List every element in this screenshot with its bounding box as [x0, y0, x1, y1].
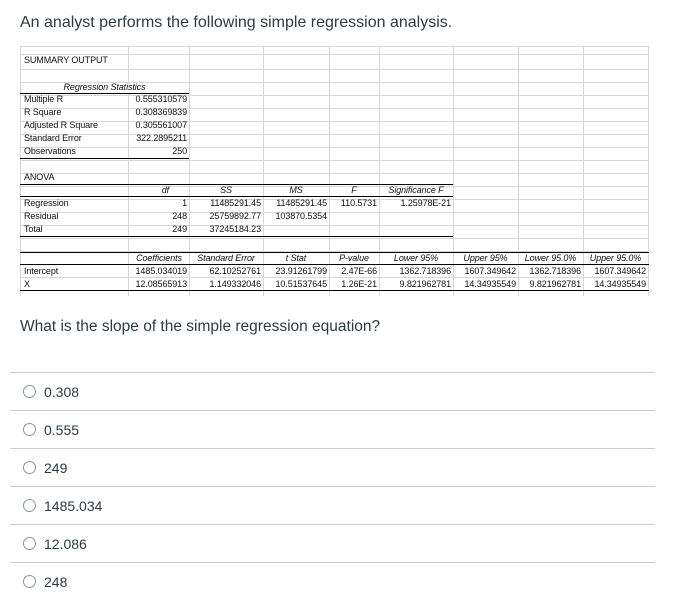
coef-cell: 1362.718396 [399, 266, 451, 276]
stat-label: R Square [24, 107, 62, 117]
coef-cell: 1485.034019 [135, 266, 187, 276]
anova-cell: 110.5731 [340, 198, 377, 208]
anova-row-label: Regression [24, 198, 69, 208]
coef-row-label: Intercept [24, 266, 59, 276]
coef-cell: 1.149332046 [209, 279, 261, 289]
anova-cell: 11485291.45 [276, 198, 327, 208]
answer-label: 1485.034 [44, 497, 103, 514]
stat-label: Observations [24, 146, 76, 156]
anova-row-label: Residual [24, 211, 59, 221]
answer-option[interactable] [10, 486, 655, 524]
answer-option[interactable] [10, 372, 655, 410]
coef-header: Coefficients [136, 253, 182, 263]
answer-label: 248 [44, 573, 68, 590]
stat-label: Adjusted R Square [24, 120, 98, 130]
anova-cell: 248 [172, 211, 187, 221]
answer-label: 249 [44, 459, 68, 476]
stat-value: 322.2895211 [136, 133, 187, 143]
radio-button[interactable] [23, 499, 36, 512]
coef-cell: 1607.349642 [464, 266, 516, 276]
answer-option[interactable] [10, 410, 655, 448]
anova-cell: 37245184.23 [209, 224, 261, 234]
coef-cell: 14.34935549 [594, 279, 646, 289]
question-prompt: What is the slope of the simple regression equation? [20, 318, 381, 335]
coef-header: Lower 95% [393, 253, 439, 263]
stat-value: 250 [172, 146, 187, 156]
coef-header: t Stat [285, 253, 307, 263]
radio-button[interactable] [23, 461, 36, 474]
anova-cell: 11485291.45 [210, 198, 261, 208]
coef-cell: 62.10252761 [209, 266, 261, 276]
summary-output-label: SUMMARY OUTPUT [24, 55, 108, 65]
answer-label: 0.555 [44, 421, 80, 438]
anova-cell: 1.25978E-21 [400, 198, 451, 208]
answer-label: 0.308 [44, 383, 80, 400]
coef-cell: 1607.349642 [594, 266, 646, 276]
anova-header: F [351, 185, 357, 195]
regression-output-image [20, 46, 649, 296]
anova-title: ANOVA [24, 172, 55, 182]
anova-header: df [161, 185, 169, 195]
answer-option[interactable] [10, 448, 655, 486]
anova-cell: 249 [172, 224, 187, 234]
coef-header: Upper 95.0% [589, 253, 642, 263]
answer-label: 12.086 [44, 535, 87, 552]
anova-header: Significance F [388, 185, 444, 195]
coef-header: Lower 95.0% [524, 253, 577, 263]
stat-value: 0.555310579 [135, 94, 187, 104]
regression-statistics-header: Regression Statistics [63, 82, 146, 92]
anova-cell: 25759892.77 [209, 211, 261, 221]
stat-value: 0.305561007 [135, 120, 187, 130]
coef-cell: 1.26E-21 [341, 279, 377, 289]
stat-label: Multiple R [24, 94, 64, 104]
radio-button[interactable] [23, 385, 36, 398]
answer-option[interactable] [10, 524, 655, 562]
anova-cell: 103870.5354 [275, 211, 327, 221]
answer-list [10, 372, 655, 600]
anova-row-label: Total [24, 224, 43, 234]
answer-option[interactable] [10, 562, 655, 600]
radio-button[interactable] [23, 575, 36, 588]
stat-label: Standard Error [24, 133, 82, 143]
coef-header: Upper 95% [463, 253, 508, 263]
coef-row-label: X [24, 279, 30, 289]
coef-header: Standard Error [197, 253, 255, 263]
question-stem: An analyst performs the following simple regression analysis. [20, 14, 453, 31]
radio-button[interactable] [23, 537, 36, 550]
coef-cell: 1362.718396 [529, 266, 581, 276]
anova-header: SS [220, 185, 232, 195]
coef-cell: 9.821962781 [529, 279, 581, 289]
anova-cell: 1 [182, 198, 187, 208]
coef-cell: 2.47E-66 [341, 266, 377, 276]
anova-header: MS [289, 185, 303, 195]
stat-value: 0.308369839 [135, 107, 187, 117]
radio-button[interactable] [23, 423, 36, 436]
coef-header: P-value [339, 253, 369, 263]
coef-cell: 23.91261799 [275, 266, 327, 276]
coef-cell: 9.821962781 [399, 279, 451, 289]
coef-cell: 10.51537645 [275, 279, 327, 289]
coef-cell: 12.08565913 [135, 279, 187, 289]
coef-cell: 14.34935549 [464, 279, 516, 289]
